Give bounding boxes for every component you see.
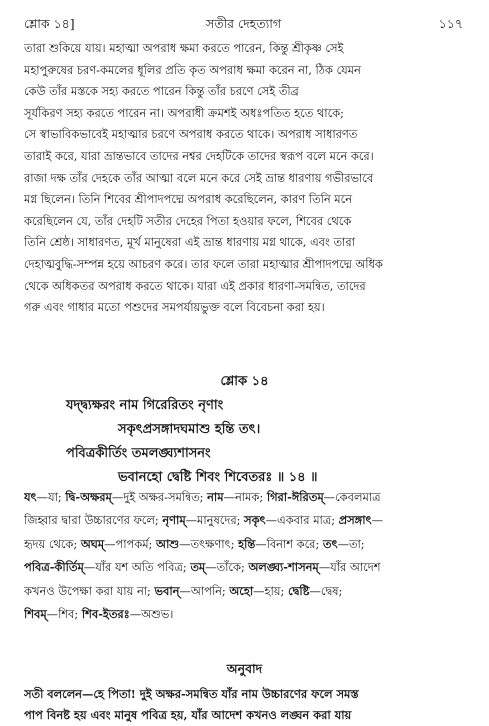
word-meaning: তৎক্ষণাৎ; <box>190 536 239 551</box>
sanskrit-word: তৎ <box>322 536 338 551</box>
sanskrit-word: হন্তি <box>238 536 256 551</box>
sanskrit-word: আশু <box>156 536 180 551</box>
word-meaning: মানুষদের; <box>197 513 245 528</box>
purport-line: সূর্যকিরণ সহ্য করতে পারেন না। অপরাধী ক্রমশই অধঃপতিত হতে থাকে; <box>24 105 344 120</box>
translation-block <box>24 684 465 726</box>
word-meaning: পাপকর্ম; <box>115 536 156 551</box>
sanskrit-word: দ্বি-অক্ষরম্ <box>65 490 112 504</box>
word-meaning: তা; <box>348 536 365 551</box>
verse-title: শ্লোক ১৪ <box>220 374 269 389</box>
sanskrit-word: গিরা-ঈরিতম্ <box>266 490 324 504</box>
translation-line: সতী বললেন—হে পিতা! দুই অক্ষর-সমন্বিত যাঁর নাম উচ্চারণের ফলে সমস্ত <box>24 687 359 701</box>
purport-paragraph <box>24 38 465 319</box>
word-meaning: বিনাশ করে; <box>266 536 323 551</box>
word-meaning: একবার মাত্র; <box>277 513 339 528</box>
synonyms-block <box>24 486 465 626</box>
sanskrit-word: প্রসঙ্গাৎ <box>338 513 372 528</box>
synonym-line: যৎ—যা; দ্বি-অক্ষরম্—দুই অক্ষর-সমন্বিত; নাম—নামক; গিরা-ঈরিতম্—কেবলমাত্র <box>24 490 381 504</box>
word-meaning: কখনও উপেক্ষা করা যায় না; <box>24 583 155 598</box>
purport-line: করেছিলেন যে, তাঁর দেহটি সতীর দেহের পিতা হওয়ার ফলে, শিবের থেকে <box>24 213 352 228</box>
synonym-line: কখনও উপেক্ষা করা যায় না; ভবান্—আপনি; অহো—হায়; দ্বেষ্টি—দ্বেষ; <box>24 583 343 598</box>
sanskrit-word: সকৃৎ <box>244 513 266 528</box>
word-meaning: কেবলমাত্র <box>335 490 381 504</box>
sanskrit-word: ভবান্ <box>154 583 180 598</box>
sanskrit-word: দ্বেষ্টি <box>287 583 310 598</box>
sanskrit-word: অলঙ্ঘ্য-শাসনম্ <box>248 560 319 575</box>
verse-line: যদ্দ্ব্যক্ষরং নাম গিরেরিতং নৃণাং <box>66 398 224 413</box>
synonym-line: হৃদয় থেকে; অঘম্—পাপকর্ম; আশু—তৎক্ষণাৎ; হন্তি—বিনাশ করে; তৎ—তা; <box>24 536 365 551</box>
word-meaning: আপনি; <box>190 583 230 598</box>
purport-line: মগ্ন ছিলেন। তিনি শিবের শ্রীপাদপদ্মে অপরাধ করেছিলেন, কারণ তিনি মনে <box>24 192 353 207</box>
sanskrit-word: অহো <box>229 583 254 598</box>
synonym-line: জিহ্বার দ্বারা উচ্চারণের ফলে; নৃণাম্—মানুষদের; সকৃৎ—একবার মাত্র; প্রসঙ্গাৎ— <box>24 513 384 528</box>
sanskrit-word: নৃণাম্ <box>162 513 186 528</box>
synonym-line: পবিত্র-কীর্তিম্—যাঁর যশ অতি পবিত্র; তম্—তাঁকে; অলঙ্ঘ্য-শাসনম্—যাঁর আদেশ <box>24 560 381 575</box>
sanskrit-word: শিবম্ <box>24 606 47 621</box>
purport-line: গরু এবং গাধার মতো পশুদের সমপর্যায়ভুক্ত বলে বিবেচনা করা হয়। <box>24 300 325 315</box>
purport-line: তারাই করে, যারা ভ্রান্তভাবে তাদের নশ্বর দেহটিকে তাদের স্বরূপ বলে মনে করে। <box>24 148 374 163</box>
sanskrit-word: শিব-ইতরঃ <box>81 606 130 621</box>
purport-line: দেহাত্মবুদ্ধি-সম্পন্ন হয়ে আচরণ করে। তার ফলে তারা মহাত্মার শ্রীপাদপদ্মে অধিক <box>24 256 383 271</box>
word-meaning: দ্বেষ; <box>320 583 343 598</box>
word-meaning: হৃদয় থেকে; <box>24 536 81 551</box>
synonym-line: শিবম্—শিব; শিব-ইতরঃ—অশুভ। <box>24 606 174 621</box>
word-meaning: যাঁর যশ অতি পবিত্র; <box>95 560 191 575</box>
word-meaning: তাঁকে; <box>216 560 249 575</box>
word-meaning: যাঁর আদেশ <box>330 560 381 575</box>
verse-line: ভবানহো দ্বেষ্টি শিবং শিবেতরঃ ॥ ১৪ ॥ <box>118 470 318 485</box>
sanskrit-word: অঘম্ <box>80 536 105 551</box>
purport-line: তারা শুকিয়ে যায়। মহাত্মা অপরাধ ক্ষমা করতে পারেন, কিন্তু শ্রীকৃষ্ণ সেই <box>24 41 344 55</box>
page-number: ১১৭ <box>438 16 463 31</box>
word-meaning: অশুভ। <box>141 606 174 621</box>
purport-line: রাজা দক্ষ তাঁর দেহকে তাঁর আত্মা বলে মনে করে সেই ভ্রান্ত ধারণায় গভীরভাবে <box>24 170 374 185</box>
translation-line: পাপ বিনষ্ট হয় এবং মানুষ পবিত্র হয়, যাঁর আদেশ কখনও লঙ্ঘন করা যায় <box>24 708 352 722</box>
word-meaning: জিহ্বার দ্বারা উচ্চারণের ফলে; <box>24 513 163 528</box>
purport-line: তিনি শ্রেষ্ঠ। সাধারণত, মূর্খ মানুষেরা এই ভ্রান্ত ধারণায় মগ্ন থাকে, এবং তারা <box>24 235 355 250</box>
sanskrit-word: নাম <box>207 490 224 504</box>
word-meaning: দুই অক্ষর-সমন্বিত; <box>123 490 208 504</box>
verse-line: সকৃৎপ্রসঙ্গাদঘমাশু হন্তি তৎ। <box>118 422 261 437</box>
word-meaning: যা; <box>48 490 66 504</box>
translation-heading: অনুবাদ <box>226 661 263 676</box>
word-meaning: শিব; <box>58 606 82 621</box>
word-meaning: নামক; <box>234 490 267 504</box>
sanskrit-word: যৎ <box>24 490 37 504</box>
running-header <box>24 16 463 36</box>
chapter-title: সতীর দেহত্যাগ <box>205 16 282 31</box>
purport-line: থেকে অধিকতর অপরাধ করতে থাকে। যারা এই প্রকার ধারণা-সমন্বিত, তাদের <box>24 278 366 293</box>
word-meaning: হায়; <box>264 583 288 598</box>
verse-reference: শ্লোক ১৪] <box>24 16 75 31</box>
sanskrit-word: পবিত্র-কীর্তিম্ <box>24 560 84 575</box>
verse-line: পবিত্রকীর্তিং তমলঙ্ঘ্যশাসনং <box>66 446 211 461</box>
sanskrit-word: তম্ <box>190 560 206 575</box>
purport-line: কেউ তাঁর মস্তকে সহ্য করতে পারেন কিন্তু তাঁর চরণে সেই তীব্র <box>24 84 299 99</box>
purport-line: সে স্বাভাবিকভাবেই মহাত্মার চরণে অপরাধ করতে থাকে। অপরাধ সাধারণত <box>24 127 358 142</box>
purport-line: মহাপুরুষের চরণ-কমলের ধূলির প্রতি কৃত অপরাধ ক্ষমা করেন না, ঠিক যেমন <box>24 62 361 77</box>
